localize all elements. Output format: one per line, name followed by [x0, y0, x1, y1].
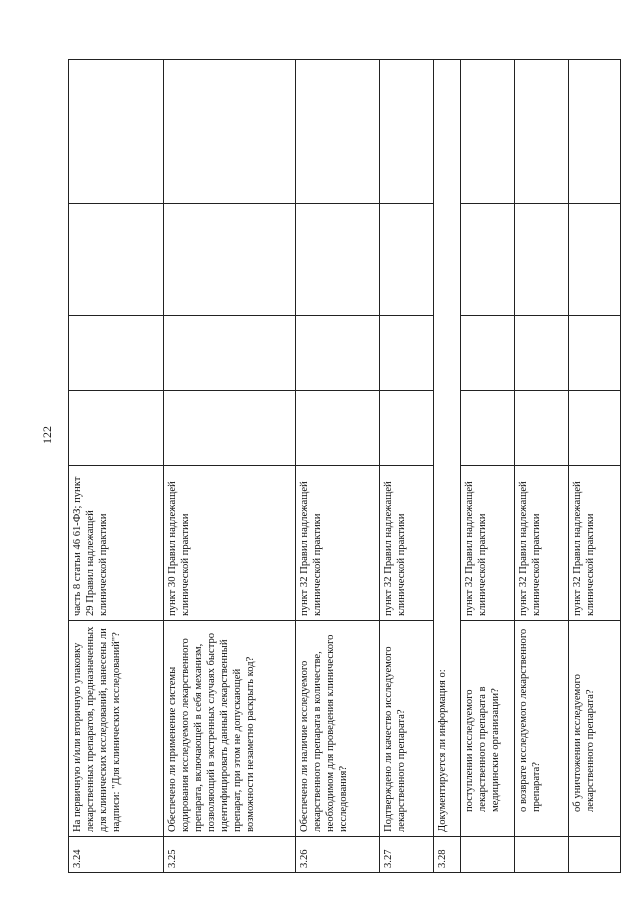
answer-na-cell[interactable]: [380, 204, 434, 316]
table-row: [380, 60, 434, 873]
row-number: 3.26: [296, 837, 380, 873]
answer-yes-cell[interactable]: [164, 391, 296, 466]
row-number: [515, 837, 569, 873]
notes-cell[interactable]: [69, 60, 164, 204]
reference-cell: пункт 32 Правил надлежащей клинической практики: [569, 466, 621, 621]
answer-na-cell[interactable]: [69, 204, 164, 316]
reference-cell: пункт 32 Правил надлежащей клинической практики: [380, 466, 434, 621]
answer-na-cell[interactable]: [164, 204, 296, 316]
reference-cell: часть 8 статьи 46 61-ФЗ; пункт 29 Правил надлежащей клинической практики: [69, 466, 164, 621]
table-row: [164, 60, 296, 873]
table-row-section: [434, 60, 461, 873]
question-cell: о возврате исследуемого лекарственного препарата?: [515, 621, 569, 837]
answer-na-cell[interactable]: [515, 204, 569, 316]
notes-cell[interactable]: [164, 60, 296, 204]
notes-cell[interactable]: [569, 60, 621, 204]
rotated-page: [68, 60, 636, 873]
answer-no-cell[interactable]: [515, 316, 569, 391]
reference-cell: пункт 32 Правил надлежащей клинической практики: [461, 466, 515, 621]
notes-cell[interactable]: [296, 60, 380, 204]
answer-no-cell[interactable]: [461, 316, 515, 391]
row-number: [569, 837, 621, 873]
answer-na-cell[interactable]: [296, 204, 380, 316]
answer-no-cell[interactable]: [164, 316, 296, 391]
notes-cell[interactable]: [380, 60, 434, 204]
section-heading: Документируется ли информация о:: [434, 60, 461, 837]
question-cell: Обеспечено ли наличие исследуемого лекарственного препарата в количестве, необходимом для проведения клинического исследования?: [296, 621, 380, 837]
page-number: 122: [40, 426, 54, 444]
question-cell: об уничтожении исследуемого лекарственного препарата?: [569, 621, 621, 837]
notes-cell[interactable]: [461, 60, 515, 204]
answer-no-cell[interactable]: [569, 316, 621, 391]
row-number: 3.25: [164, 837, 296, 873]
row-number: [461, 837, 515, 873]
question-cell: поступлении исследуемого лекарственного препарата в медицинские организации?: [461, 621, 515, 837]
reference-cell: пункт 32 Правил надлежащей клинической практики: [296, 466, 380, 621]
answer-yes-cell[interactable]: [296, 391, 380, 466]
answer-yes-cell[interactable]: [461, 391, 515, 466]
answer-yes-cell[interactable]: [515, 391, 569, 466]
checklist-table: [68, 59, 621, 873]
question-cell: На первичную и/или вторичную упаковку лекарственных препаратов, предназначенных для клинических исследований, нанесены ли надписи: "Для клинических исследований"?: [69, 621, 164, 837]
row-number: 3.27: [380, 837, 434, 873]
answer-no-cell[interactable]: [69, 316, 164, 391]
row-number: 3.24: [69, 837, 164, 873]
question-cell: Обеспечено ли применение системы кодирования исследуемого лекарственного препарата, включающей в себя механизм, позволяющий в экстренных случаях быстро идентифицировать данный лекарственный препарат, при этом не допускающей возможности незаметно раскрыть код?: [164, 621, 296, 837]
table-row: [569, 60, 621, 873]
table-row: [461, 60, 515, 873]
question-cell: Подтверждено ли качество исследуемого лекарственного препарата?: [380, 621, 434, 837]
answer-no-cell[interactable]: [380, 316, 434, 391]
table-row: [515, 60, 569, 873]
reference-cell: пункт 32 Правил надлежащей клинической практики: [515, 466, 569, 621]
reference-cell: пункт 30 Правил надлежащей клинической практики: [164, 466, 296, 621]
answer-yes-cell[interactable]: [380, 391, 434, 466]
table-row: [69, 60, 164, 873]
answer-yes-cell[interactable]: [69, 391, 164, 466]
row-number: 3.28: [434, 837, 461, 873]
table-row: [296, 60, 380, 873]
notes-cell[interactable]: [515, 60, 569, 204]
answer-no-cell[interactable]: [296, 316, 380, 391]
answer-na-cell[interactable]: [569, 204, 621, 316]
answer-yes-cell[interactable]: [569, 391, 621, 466]
answer-na-cell[interactable]: [461, 204, 515, 316]
